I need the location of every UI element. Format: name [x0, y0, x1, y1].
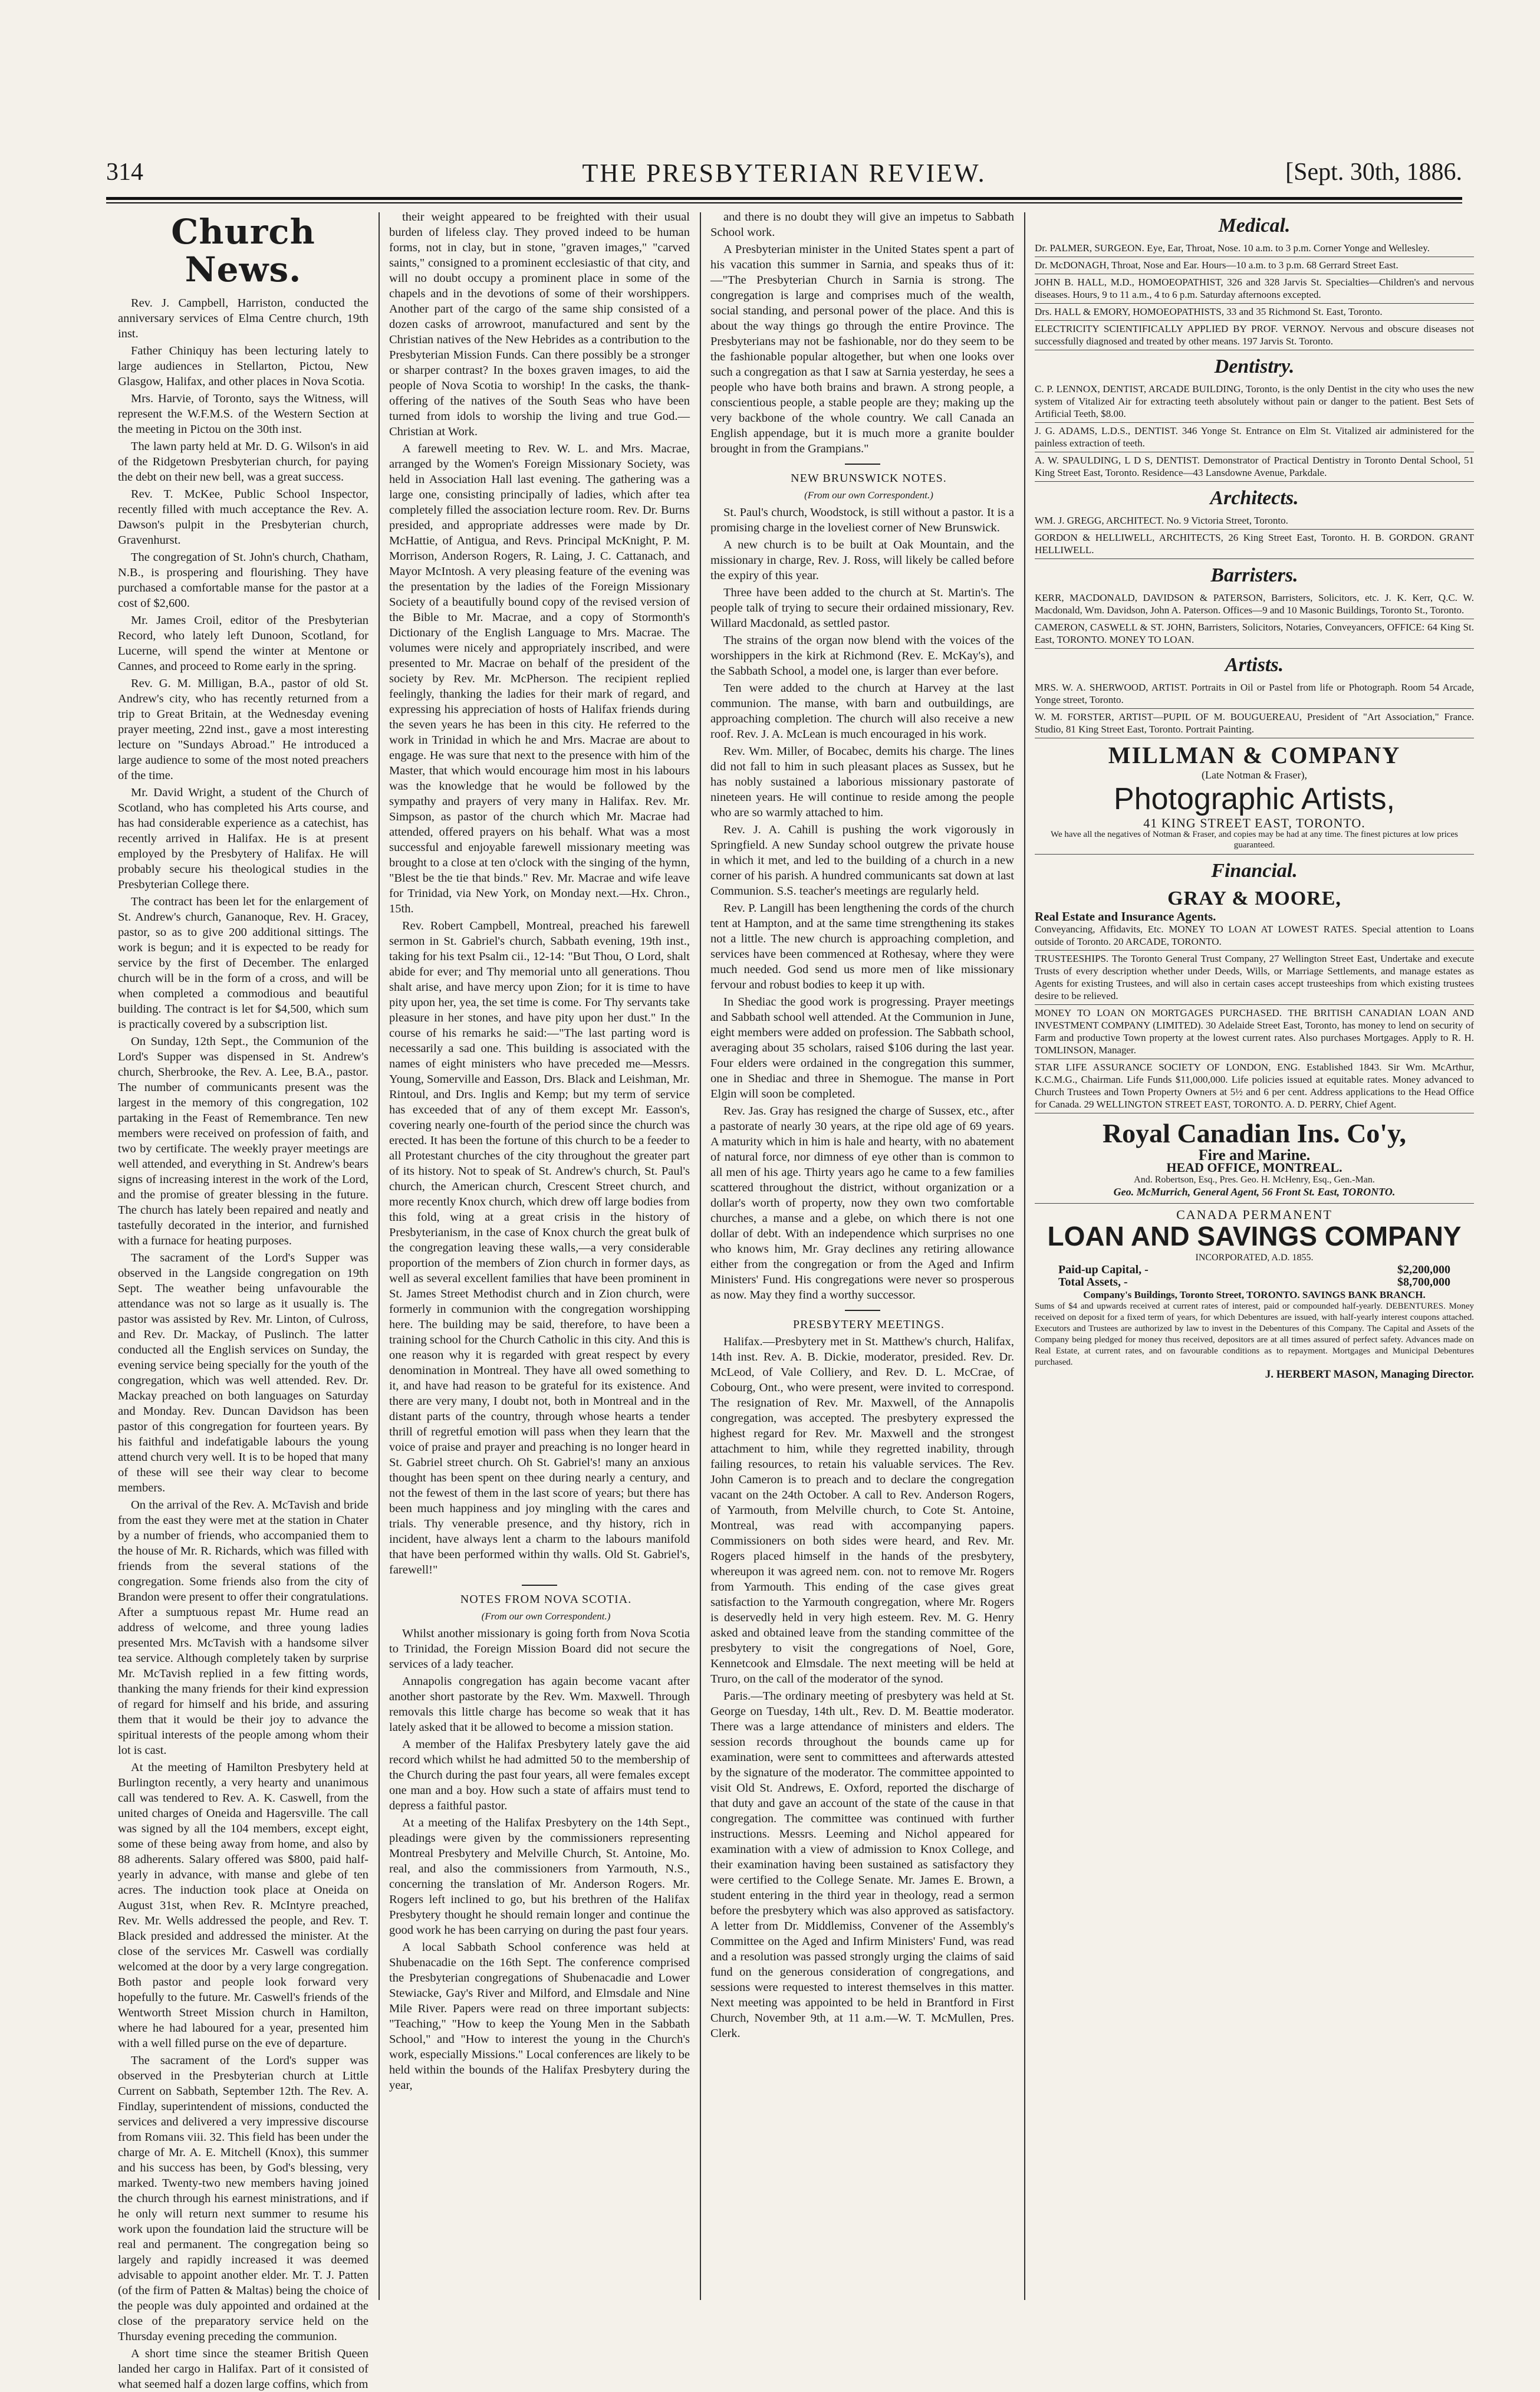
- financial-heading: Financial.: [1211, 860, 1298, 882]
- column-divider: [700, 212, 701, 2300]
- header-rule-thin: [106, 202, 1462, 203]
- news-paragraph: A short time since the steamer British Queen landed her cargo in Halifax. Part of it consisted of what seemed half a dozen large coffins, which from: [118, 2347, 368, 2391]
- presbytery-meetings-heading: PRESBYTERY MEETINGS.: [792, 1318, 945, 1331]
- millman-ad: [1035, 738, 1474, 855]
- news-paragraph: At the meeting of Hamilton Presbytery held at Burlington recently, a very hearty and unanimous call was tendered to Rev. A. K. Caswell, from the united charges of Oneida and Hagersville. The call was signed by all the 104 members, except eight, some of these being away from home, and also by 88 adherents. Salary offered was $800, paid half-yearly in advance, with manse and glebe of ten acres. The induction took place at Oneida on August 31st, when Rev. R. McIntyre preached, Rev. Mr. Wells addressed the people, and Rev. T. Black presided and addressed the minister. At the close of the services Mr. Caswell was cordially welcomed at the door by a very large congregation. Both pastor and people look forward very hopefully to the future. Mr. Caswell's friends of the Wentworth Street Mission church in Hamilton, where he had laboured for a year, presented him with a well filled purse on the eve of departure.: [118, 1761, 368, 2050]
- new-brunswick-paragraph: Rev. Wm. Miller, of Bocabec, demits his charge. The lines did not fall to him in such pleasant places as Sussex, but he has nobly sustained a laborious missionary pastorate of nineteen years. He will continue to reside among the people who are so warmly attached to him.: [710, 745, 1014, 819]
- medical-ad: JOHN B. HALL, M.D., HOMOEOPATHIST, 326 and 328 Jarvis St. Specialties—Children's and nervous diseases. Hours, 9 to 11 a.m., 4 to 6 p.m. Saturday afternoons excepted.: [1035, 274, 1474, 304]
- dentistry-ad: A. W. SPAULDING, L D S, DENTIST. Demonstrator of Practical Dentistry in Toronto Dental School, 51 King Street East, Toronto. Residence—43 Lansdowne Avenue, Parkdale.: [1035, 452, 1474, 482]
- loan-n1: CANADA PERMANENT: [1176, 1207, 1332, 1222]
- dentistry-ad: J. G. ADAMS, L.D.S., DENTIST. 346 Yonge St. Entrance on Elm St. Vitalized air administered for the painless extraction of teeth.: [1035, 423, 1474, 452]
- separator: [845, 464, 880, 465]
- news-paragraph: The contract has been let for the enlargement of St. Andrew's church, Gananoque, Rev. H. Gracey, pastor, so as to give 200 additional sittings. The work is begun; and it is expected to be ready for service by the first of December. The enlarged church will be in the form of a cross, and will be when completed a commodious and beautiful building. The contract is let for $4,500, which sum is practically covered by a subscription list.: [118, 895, 368, 1031]
- running-head: [106, 158, 1462, 193]
- new-brunswick-paragraph: In Shediac the good work is progressing. Prayer meetings and Sabbath school well attended. At the Communion in June, eight members were added on profession. The Sabbath school, averaging about 35 scholars, raised $106 during the last year. Four elders were ordained in the congregation this summer, one in Shediac and three in Shemogue. The manse in Port Elgin will soon be completed.: [710, 995, 1014, 1100]
- news-paragraph: Rev. T. McKee, Public School Inspector, recently filled with much acceptance the Rev. A. Dawson's pulpit in the Presbyterian church, Gravenhurst.: [118, 488, 368, 547]
- column-divider: [379, 212, 380, 2300]
- gray-moore-name: GRAY & MOORE,: [1167, 888, 1341, 909]
- column-three: [710, 209, 1014, 2309]
- new-brunswick-byline: (From our own Correspondent.): [804, 489, 933, 501]
- new-brunswick-paragraph: Three have been added to the church at St. Martin's. The people talk of trying to secure their ordained missionary, Rev. Willard Macdonald, as settled pastor.: [710, 586, 1014, 630]
- new-brunswick-paragraph: Ten were added to the church at Harvey at the last communion. The manse, with barn and outbuildings, are approaching completion. The church will also receive a new roof. Rev. J. A. McLean is much encouraged in his work.: [710, 682, 1014, 741]
- total-assets-value: $8,700,000: [1397, 1276, 1450, 1289]
- canada-permanent-ad: [1035, 1204, 1474, 1385]
- new-brunswick-paragraph: St. Paul's church, Woodstock, is still without a pastor. It is a promising charge in the loveliest corner of New Brunswick.: [710, 506, 1014, 534]
- barrister-ad: CAMERON, CASWELL & ST. JOHN, Barristers, Solicitors, Notaries, Conveyancers, OFFICE: 64 King St. East, TORONTO. MONEY TO LOAN.: [1035, 619, 1474, 649]
- loan-signature: J. HERBERT MASON, Managing Director.: [1265, 1368, 1474, 1381]
- news-paragraph: Mr. James Croil, editor of the Presbyterian Record, who lately left Dunoon, Scotland, for Lucerne, will spend the winter at Mentone or Cannes, and proceed to Rome early in the spring.: [118, 614, 368, 673]
- paid-capital-row: [1035, 1264, 1474, 1276]
- page-number: 314: [106, 159, 143, 186]
- separator: [845, 1310, 880, 1311]
- presbytery-paragraph: Halifax.—Presbytery met in St. Matthew's church, Halifax, 14th inst. Rev. A. B. Dickie, moderator, presided. Rev. Dr. McLeod, of Vale Colliery, and Rev. D. L. McCrae, of Cobourg, Ont., who were present, were invited to correspond. The resignation of Rev. Mr. Maxwell, of the Annapolis congregation, was accepted. The presbytery expressed the highest regard for Rev. Mr. Maxwell and the strongest attachment to him, while they regretted inability, through failing resources, to retain his valuable services. The Rev. John Cameron is to preach and to declare the congregation vacant on the 24th October. A call to Rev. Anderson Rogers, of Yarmouth, from Melville church, to Cote St. Antoine, Montreal, was read with accompanying papers. Commissioners on both sides were heard, and Rev. Mr. Rogers placed himself in the hands of the presbytery, whereupon it was agreed nem. con. not to remove Mr. Rogers from Yarmouth. This ending of the case gives great satisfaction to the Yarmouth congregation, where Mr. Rogers is deservedly held in very high esteem. Rev. M. G. Henry asked and obtained leave from the standing committee of the presbytery to visit the congregations of Noel, Gore, Kennetcook and Elmsdale. The next meeting will be held at Truro, on the call of the moderator of the synod.: [710, 1335, 1014, 1685]
- news-paragraph: The congregation of St. John's church, Chatham, N.B., is prospering and flourishing. They have purchased a comfortable manse for the pastor at a cost of $2,600.: [118, 551, 368, 610]
- issue-date: [Sept. 30th, 1886.: [1285, 159, 1462, 186]
- news-paragraph: Rev. Robert Campbell, Montreal, preached his farewell sermon in St. Gabriel's church, Sabbath evening, 19th inst., taking for his text Psalm cii., 12-14: "But Thou, O Lord, shalt abide for ever; and Thy memorial unto all generations. Thou shalt arise, and have mercy upon Zion; for it is time to have pity upon her, yea, the set time is come. For Thy servants take pleasure in her stones, and have pity upon her dust." In the course of his remarks he said:—"The last parting word is necessarily a sad one. This building is associated with the names of eight ministers who have preceded me—Messrs. Young, Somerville and Easson, Drs. Black and Leishman, Mr. Rintoul, and Drs. Inglis and Kemp; but my term of service has exceeded that of any of them except Mr. Easson's, covering nearly one-fourth of the period since the church was erected. It has been the fortune of this church to be a feeder to all Protestant churches of the city throughout the greater part of its history. Not to speak of St. Andrew's church, St. Paul's church, the American church, Crescent Street church, and more recently Knox church, which drew off large bodies from this fold, wing at a great crisis in the history of Presbyterianism, in the case of Knox church the great bulk of the congregation leaving these walls,—a very considerable proportion of the members of Zion church in former days, as well as several excellent families that have been prominent in St. James Street Methodist church and in Zion church, were formerly in communion with the congregation worshipping here. The building may be said, therefore, to have been a training school for the Church Catholic in this city. And this is one reason why it is regarded with great respect by every denomination in Montreal. They have all owed something to it, and have had reason to be grateful for its existence. And there are very many, I doubt not, both in Montreal and in the distant parts of the country, through whose hearts a tender thrill of regretful emotion will pass when they learn that the voice of praise and prayer and preaching is no longer heard in St. Gabriel street church. Oh St. Gabriel's! many an anxious thought has been spent on thee during nearly a century, and not the fewest of them in the last score of years; but there has been much happiness and joy mingling with the cares and trials. Thy venerable presence, and thy history, rich in incident, have always lent a charm to the labours manifold that have been performed within thy walls. Old St. Gabriel's, farewell!": [389, 919, 690, 1576]
- column-divider: [1024, 212, 1025, 2300]
- new-brunswick-paragraph: Rev. P. Langill has been lengthening the cords of the church tent at Hampton, and at the same time strengthening its stakes not a little. The new church is approaching completion, and services have been commenced at Rothesay, where they were much needed. God send us more men of like missionary fervour and robust bodies to keep it up with.: [710, 902, 1014, 991]
- gray-moore-sub: Conveyancing, Affidavits, Etc. MONEY TO LOAN AT LOWEST RATES. Special attention to Loans outside of Toronto. 20 ARCADE, TORONTO.: [1035, 924, 1474, 947]
- medical-ad: ELECTRICITY SCIENTIFICALLY APPLIED BY PROF. VERNOY. Nervous and obscure diseases not successfully diagnosed and treated by other means. 197 Jarvis St. Toronto.: [1035, 321, 1474, 350]
- money-loan-ad: MONEY TO LOAN ON MORTGAGES PURCHASED. THE BRITISH CANADIAN LOAN AND INVESTMENT COMPANY (LIMITED). 30 Adelaide Street East, Toronto, has money to lend on security of Farm and productive Town property at the lowest current rates. Also purchases Mortgages. Apply to R. H. TOMLINSON, Manager.: [1035, 1005, 1474, 1059]
- barristers-heading: Barristers.: [1210, 564, 1298, 586]
- news-paragraph: On the arrival of the Rev. A. McTavish and bride from the east they were met at the station in Chater by a number of friends, who accompanied them to the house of Mr. R. Richards, which was filled with friends from the several stations of the congregation. Some friends also from the city of Brandon were present to offer their congratulations. After a sumptuous repast Mr. Hume read an address of welcome, and three young ladies presented Mrs. McTavish with a handsome silver tea service. Although completely taken by surprise Mr. McTavish replied in a few fitting words, thanking the many friends for their kind expression of regard for himself and his bride, and assuring them that it would be their joy to advance the spiritual interests of the people among whom their lot is cast.: [118, 1499, 368, 1757]
- section-title: Church News.: [171, 212, 315, 290]
- millman-name: MILLMAN & COMPANY: [1108, 742, 1401, 768]
- dentistry-heading: Dentistry.: [1214, 356, 1295, 377]
- nova-scotia-paragraph: A member of the Halifax Presbytery lately gave the aid record which whilst he had admitted 50 to the membership of the Church during the past four years, all were females except one man and a boy. How such a state of affairs must tend to depress a faithful pastor.: [389, 1738, 690, 1812]
- gray-moore-line: Real Estate and Insurance Agents.: [1035, 909, 1216, 924]
- medical-heading: Medical.: [1218, 215, 1291, 236]
- architect-ad: GORDON & HELLIWELL, ARCHITECTS, 26 King Street East, Toronto. H. B. GORDON. GRANT HELLIWELL.: [1035, 530, 1474, 559]
- header-rule: [106, 197, 1462, 200]
- separator: [522, 1585, 557, 1586]
- millman-line: Photographic Artists,: [1114, 782, 1395, 816]
- gray-moore-ad: [1035, 885, 1474, 951]
- news-paragraph: and there is no doubt they will give an impetus to Sabbath School work.: [710, 211, 1014, 239]
- loan-body: Sums of $4 and upwards received at current rates of interest, paid or compounded half-yearly. DEBENTURES. Money received on deposit for a fixed term of years, for which Debentures are issued, with half-yearly interest coupons attached. Executors and Trustees are authorized by law to invest in the Debentures of this Company. The Capital and Assets of the Company being pledged for money thus received, depositors are at all times assured of perfect safety. Advances made on Real Estate, at current rates, and on favourable conditions as to repayment. Mortgages and Municipal Debentures purchased.: [1035, 1302, 1474, 1367]
- nova-scotia-heading: NOTES FROM NOVA SCOTIA.: [460, 1593, 632, 1606]
- news-paragraph: A farewell meeting to Rev. W. L. and Mrs. Macrae, arranged by the Women's Foreign Missionary Society, was held in Association Hall last evening. The gathering was a large one, consisting principally of ladies, which after tea completely filled the association lecture room. Rev. Dr. Burns presided, and appropriate addresses were made by Dr. McHattie, of Antigua, and Revs. Principal McKnight, P. M. Morrison, Anderson Rogers, R. Laing, J. C. Cattanach, and Mayor McIntosh. A very pleasing feature of the evening was the presentation by the ladies of the Foreign Missionary Society of a beautifully bound copy of the revised version of the Bible to Mr. Macrae, and a copy of Stormonth's Dictionary of the English Language to Mrs. Macrae. The volumes were nicely and appropriately inscribed, and were presented to Mr. Macrae on behalf of the president of the society by Rev. Mr. McPherson. The recipient replied feelingly, thanking the ladies for their mark of regard, and expressing his appreciation of hosts of Halifax friends during the seven years he has been in this city. He referred to the work in Trinidad in which he and Mrs. Macrae are about to engage. He was sure that next to the presence with him of the Master, that which would encourage him most in his labours was the knowledge that he would be followed by the sympathy and prayers of very many in Halifax. Rev. Mr. Simpson, as pastor of the church which Mr. Macrae had attended, offered prayers on his behalf. What was a most successful and enjoyable farewell missionary meeting was brought to a close at ten o'clock with the singing of the hymn, "Blest be the tie that binds." Rev. Mr. Macrae and wife leave for Trinidad, via New York, on Monday next.—Hx. Chron., 15th.: [389, 442, 690, 915]
- news-paragraph: Rev. J. Campbell, Harriston, conducted the anniversary services of Elma Centre church, 19th inst.: [118, 297, 368, 340]
- loan-n2: LOAN AND SAVINGS COMPANY: [1047, 1221, 1462, 1251]
- royal-agent: Geo. McMurrich, General Agent, 56 Front St. East, TORONTO.: [1113, 1186, 1396, 1198]
- millman-late: (Late Notman & Fraser),: [1202, 769, 1307, 781]
- nova-scotia-paragraph: A local Sabbath School conference was held at Shubenacadie on the 16th Sept. The conference comprised the Presbyterian congregations of Shubenacadie and Lower Stewiacke, Gay's River and Milford, and Elmsdale and Nine Mile River. Papers were read on three important subjects: "Teaching," "How to keep the Young Men in the Sabbath School," and "How to interest the young in the Church's work, especially Missions." Local conferences are likely to be held within the bounds of the Halifax Presbytery during the year,: [389, 1941, 690, 2092]
- artists-heading: Artists.: [1225, 654, 1284, 676]
- news-paragraph: The lawn party held at Mr. D. G. Wilson's in aid of the Ridgetown Presbyterian church, for paying the debt on their new bell, was a great success.: [118, 440, 368, 484]
- medical-ad: Dr. PALMER, SURGEON. Eye, Ear, Throat, Nose. 10 a.m. to 3 p.m. Corner Yonge and Wellesley.: [1035, 240, 1474, 257]
- column-two: [389, 209, 690, 2309]
- toronto-trusts-ad: TRUSTEESHIPS. The Toronto General Trust Company, 27 Wellington Street East, Undertake and execute Trusts of every description whether under Deeds, Wills, or Marriage Settlements, and manage estates as Agents for existing Trustees, and will also in certain cases accept trusteeships from which existing trustees desire to be relieved.: [1035, 951, 1474, 1005]
- architects-heading: Architects.: [1210, 487, 1299, 509]
- column-advertisements: [1035, 209, 1474, 2309]
- news-paragraph: Mr. David Wright, a student of the Church of Scotland, who has completed his Arts course, and has had considerable experience as a catechist, has recently arrived in Halifax. He is at present employed by the Presbytery of Halifax. He will probably secure his theological studies in the Presbyterian College there.: [118, 786, 368, 891]
- medical-ad: Dr. McDONAGH, Throat, Nose and Ear. Hours—10 a.m. to 3 p.m. 68 Gerrard Street East.: [1035, 257, 1474, 274]
- royal-canadian-ad: [1035, 1113, 1474, 1204]
- new-brunswick-heading: NEW BRUNSWICK NOTES.: [791, 472, 947, 485]
- total-assets-label: Total Assets, -: [1058, 1276, 1128, 1289]
- millman-note: We have all the negatives of Notman & Fraser, and copies may be had at any time. The finest pictures at low prices guaranteed.: [1050, 830, 1459, 850]
- millman-address: 41 KING STREET EAST, TORONTO.: [1143, 816, 1365, 830]
- news-paragraph: The sacrament of the Lord's supper was observed in the Presbyterian church at Little Current on Sabbath, September 12th. The Rev. A. Findlay, superintendent of missions, conducted the services and delivered a very impressive discourse from Romans viii. 32. This field has been under the charge of Mr. A. E. Mitchell (Knox), this summer and his success has been, by God's blessing, very marked. Twenty-two new members having joined the church through his earnest ministrations, and if he only will return next summer to resume his work upon the foundation laid the structure will be real and permanent. The congregation being so largely and rapidly increased it was deemed advisable to appoint another elder. Mr. T. J. Patten (of the firm of Patten & Maltas) being the choice of the people was duly appointed and ordained at the close of the preparatory service held on the Thursday evening preceding the communion.: [118, 2054, 368, 2343]
- royal-name: Royal Canadian Ins. Co'y,: [1102, 1118, 1407, 1148]
- journal-title: THE PRESBYTERIAN REVIEW.: [582, 159, 986, 188]
- nova-scotia-paragraph: At a meeting of the Halifax Presbytery on the 14th Sept., pleadings were given by the commissioners representing Montreal Presbytery and Melville Church, St. Antoine, Mo. real, and also the commissioners from Yarmouth, N.S., concerning the translation of Mr. Anderson Rogers. Mr. Rogers left inclined to go, but his brethren of the Halifax Presbytery thought he should remain longer and continue the good work he has been carrying on during the past four years.: [389, 1816, 690, 1937]
- new-brunswick-paragraph: Rev. Jas. Gray has resigned the charge of Sussex, etc., after a pastorate of nearly 30 years, at the ripe old age of 69 years. A maturity which in him is hale and hearty, with no abatement of natural force, nor dimness of eye other than is common to all men of his age. Thirty years ago he came to a few families scattered throughout the district, without organization or a dollar's worth of property, now they own two comfortable churches, a manse and a glebe, on which there is not one dollar of debt. With an independence which surprises no one who knows him, Mr. Gray declines any retiring allowance either from the congregation or from the Aged and Infirm Ministers' Fund. His congregations were never so prosperous as now. May they find a worthy successor.: [710, 1105, 1014, 1302]
- new-brunswick-paragraph: Rev. J. A. Cahill is pushing the work vigorously in Springfield. A new Sunday school outgrew the private house in which it met, and led to the building of a church in a new corner of his parish. A hundred communicants sat down at last Communion. S.S. teacher's meetings are regularly held.: [710, 823, 1014, 898]
- news-paragraph: The sacrament of the Lord's Supper was observed in the Langside congregation on 19th Sept. The weather being unfavourable the attendance was not so large as it usually is. The pastor was assisted by Rev. Mr. Linton, of Culross, and Rev. Dr. Mackay, of Puslinch. The latter conducted all the English services on Sunday, the evening service being specially for the youth of the congregation, which was well attended. Rev. Dr. Mackay preached on both languages on Saturday and Monday. Rev. Duncan Davidson has been pastor of this congregation for fourteen years. By his faithful and indefatigable labours the young attend church very well. It is to be hoped that many of these will see their way clear to become members.: [118, 1251, 368, 1494]
- architect-ad: WM. J. GREGG, ARCHITECT. No. 9 Victoria Street, Toronto.: [1035, 512, 1474, 530]
- loan-office: Company's Buildings, Toronto Street, TORONTO. SAVINGS BANK BRANCH.: [1083, 1289, 1426, 1300]
- news-paragraph: A Presbyterian minister in the United States spent a part of his vacation this summer in Sarnia, and speaks thus of it:—"The Presbyterian Church in Sarnia is strong. The congregation is large and comprises much of the wealth, social standing, and personal power of the place. And this is about the way things go through the entire Province. The Presbyterians may not be fashionable, nor do they seem to be the fashionable popular altogether, but when one looks over such a congregation as that I saw at Sarnia yesterday, he sees a people who have both brains and brawn. A strong people, a conscientious people, a stable people are they; making up the very backbone of the whole country. We call Canada an English appendage, but it is much more a granite boulder brought in from the Grampians.": [710, 243, 1014, 455]
- nova-scotia-paragraph: Annapolis congregation has again become vacant after another short pastorate by the Rev. Wm. Maxwell. Through removals this little charge has become so weak that it has lately asked that it be allowed to become a mission station.: [389, 1675, 690, 1734]
- dentistry-ad: C. P. LENNOX, DENTIST, ARCADE BUILDING, Toronto, is the only Dentist in the city who uses the new system of Vitalized Air for extracting teeth absolutely without pain or danger to the patient. Best Sets of Artificial Teeth, $8.00.: [1035, 381, 1474, 423]
- star-life-ad: STAR LIFE ASSURANCE SOCIETY OF LONDON, ENG. Established 1843. Sir Wm. McArthur, K.C.M.G., Chairman. Life Funds $11,000,000. Life policies issued at equitable rates. Money advanced to Church Trustees and Town Property Owners at 5½ and 6 per cent. Address applications to the Head Office for Canada. 29 WELLINGTON STREET EAST, TORONTO. A. D. PERRY, Chief Agent.: [1035, 1059, 1474, 1113]
- nova-scotia-paragraph: Whilst another missionary is going forth from Nova Scotia to Trinidad, the Foreign Mission Board did not secure the services of a lady teacher.: [389, 1627, 690, 1671]
- new-brunswick-paragraph: A new church is to be built at Oak Mountain, and the missionary in charge, Rev. J. Ross, will likely be called before the expiry of this year.: [710, 538, 1014, 582]
- news-paragraph: Rev. G. M. Milligan, B.A., pastor of old St. Andrew's city, who has recently returned from a trip to Great Britain, at the Wednesday evening prayer meeting, 22nd inst., gave a most interesting lecture on "Sundays Abroad." He introduced a large audience to some of the most noted preachers of the time.: [118, 677, 368, 782]
- artist-ad: MRS. W. A. SHERWOOD, ARTIST. Portraits in Oil or Pastel from life or Photograph. Room 54 Arcade, Yonge street, Toronto.: [1035, 679, 1474, 709]
- loan-incorp: INCORPORATED, A.D. 1855.: [1195, 1253, 1314, 1263]
- barrister-ad: KERR, MACDONALD, DAVIDSON & PATERSON, Barristers, Solicitors, etc. J. K. Kerr, Q.C. W. Macdonald, Wm. Davidson, John A. Paterson. Offices—9 and 10 Masonic Buildings, Toronto St., Toronto.: [1035, 590, 1474, 619]
- presbytery-paragraph: Paris.—The ordinary meeting of presbytery was held at St. George on Tuesday, 14th ult., Rev. D. M. Beattie moderator. There was a large attendance of ministers and elders. The session records throughout the bounds came up for examination, were sent to committees and afterwards attested by the signature of the moderator. The committee appointed to visit Old St. Andrews, E. Oxford, reported the discharge of that duty and gave an account of the state of the cause in that congregation. The committee was continued with further instructions. Messrs. Leeming and Nichol appeared for examination with a view of admission to Knox College, and their examination having been sustained as satisfactory they were certified to the College Senate. Mr. James E. Brown, a student entering in the third year in theology, read a sermon before the presbytery which was also approved as satisfactory. A letter from Dr. Middlemiss, Convener of the Assembly's Committee on the Aged and Infirm Ministers' Fund, was read and a resolution was passed strongly urging the claims of said fund on the generous consideration of congregations, and sessions were requested to interest themselves in this matter. Next meeting was appointed to be held in Brantford in First Church, November 9th, at 11 a.m.—W. T. McMullen, Pres. Clerk.: [710, 1690, 1014, 2040]
- medical-ad: Drs. HALL & EMORY, HOMOEOPATHISTS, 33 and 35 Richmond St. East, Toronto.: [1035, 304, 1474, 321]
- column-church-news: [118, 209, 368, 2391]
- paid-capital-label: Paid-up Capital, -: [1058, 1263, 1149, 1276]
- news-paragraph: their weight appeared to be freighted with their usual burden of lifeless clay. They proved indeed to be human forms, not in clay, but in stone, "graven images," "carved saints," consigned to a prominent ecclesiastic of that city, and will no doubt occupy a prominent place in some of the chapels and in the devotions of some of their worshippers. Another part of the cargo of the same ship consisted of a dozen casks of arrowroot, manufactured and sent by the Christian natives of the New Hebrides as a contribution to the Presbyterian Mission Funds. Can there possibly be a stronger or sharper contrast? In the boxes graven images, to aid the people of Nova Scotia to worship! In the casks, the thank-offering of the natives of the South Seas who have been turned from idols to worship the living and true God.—Christian at Work.: [389, 211, 690, 438]
- royal-office: HEAD OFFICE, MONTREAL.: [1166, 1160, 1342, 1175]
- news-paragraph: Mrs. Harvie, of Toronto, says the Witness, will represent the W.F.M.S. of the Western Section at the meeting in Pictou on the 30th inst.: [118, 392, 368, 436]
- new-brunswick-paragraph: The strains of the organ now blend with the voices of the worshippers in the kirk at Richmond (Rev. E. McKay's), and the Sabbath School, a model one, is larger than ever before.: [710, 634, 1014, 678]
- royal-line: Fire and Marine.: [1198, 1146, 1311, 1164]
- nova-scotia-byline: (From our own Correspondent.): [481, 1611, 611, 1622]
- news-paragraph: Father Chiniquy has been lecturing lately to large audiences in Stellarton, Pictou, New Glasgow, Halifax, and other places in Nova Scotia.: [118, 344, 368, 388]
- royal-staff: And. Robertson, Esq., Pres. Geo. H. McHenry, Esq., Gen.-Man.: [1134, 1175, 1375, 1185]
- total-assets-row: [1035, 1276, 1474, 1289]
- paid-capital-value: $2,200,000: [1397, 1263, 1450, 1276]
- news-paragraph: On Sunday, 12th Sept., the Communion of the Lord's Supper was dispensed in St. Andrew's church, Sherbrooke, the Rev. A. Lee, B.A., pastor. The number of communicants present was the largest in the memory of this congregation, 102 partaking in the Feast of Remembrance. Ten new members were received on profession of faith, and two by certificate. The weekly prayer meetings are well attended, and everything in St. Andrew's bears signs of increasing interest in the work of the Lord, and the promise of greater blessing in the future. The church has lately been repaired and neatly and tastefully decorated in the interior, and furnished with a furnace for heating purposes.: [118, 1035, 368, 1247]
- artist-ad: W. M. FORSTER, ARTIST—PUPIL OF M. BOUGUEREAU, President of "Art Association," France. Studio, 81 King Street East, Toronto. Portrait Painting.: [1035, 709, 1474, 738]
